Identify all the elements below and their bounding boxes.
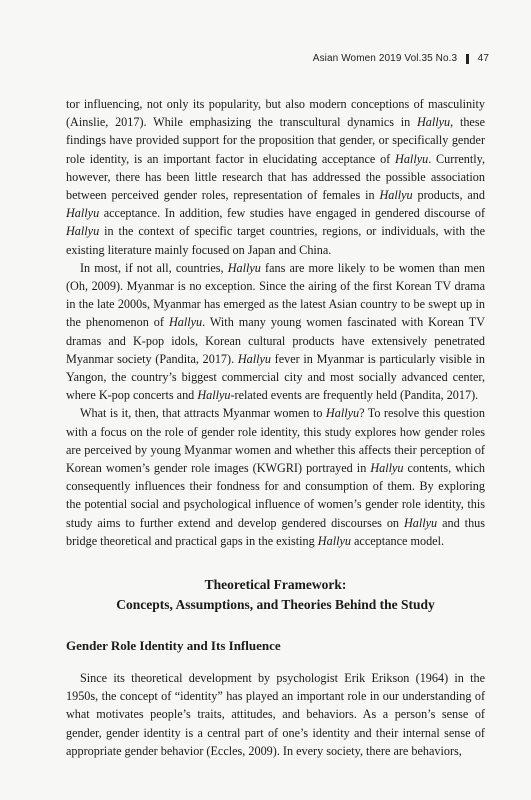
text-run: tor influencing, not only its popularity, but also modern conceptions of masculinity (Ainslie, 2017). While emphasizing the transcultural dynamics in	[66, 97, 485, 130]
text-run: , these findings have provided support for the proposition that gender, or specifically gender role identity, is an important factor in elucidating acceptance of	[66, 115, 485, 166]
text-run: . With many young women fascinated with Korean TV dramas and K-pop idols, Korean cultural products have extensively penetrated Myanmar society (Pandita, 2017).	[66, 315, 486, 366]
journal-citation: Asian Women 2019 Vol.35 No.3	[312, 53, 458, 64]
body-text	[66, 95, 485, 760]
running-header	[313, 53, 489, 64]
paragraph-1	[66, 95, 485, 259]
italic-term: Hallyu	[403, 515, 438, 530]
text-run: contents, which consequently influences their fondness for and consumption of them. By exploring the potential social and psychological influence of women’s gender role identity, this study aims to further extend and develop gendered discourses on	[66, 461, 486, 530]
italic-term: Hallyu	[370, 461, 404, 476]
italic-term: Hallyu	[379, 188, 413, 203]
paragraph-4: Since its theoretical development by psychologist Erik Erikson (1964) in the 1950s, the concept of “identity” has played an important role in our understanding of what motivates people’s traits, attitudes, and behaviors. As a person’s sense of gender, gender identity is a central part of one’s identity and their internal sense of appropriate gender behavior (Eccles, 2009). In every society, there are behaviors,	[66, 671, 485, 758]
italic-term: Hallyu	[317, 533, 351, 548]
text-run: What is it, then, that attracts Myanmar women to	[80, 406, 326, 421]
text-run: in the context of specific target countries, regions, or individuals, with the existing literature mainly focused on Japan and China.	[66, 224, 485, 257]
subsection-heading: Gender Role Identity and Its Influence	[66, 638, 281, 654]
italic-term: Hallyu	[168, 315, 203, 330]
italic-term: Hallyu	[66, 224, 100, 239]
text-run: In most, if not all, countries,	[80, 260, 228, 275]
italic-term: Hallyu	[395, 151, 429, 166]
text-run: acceptance. In addition, few studies have engaged in gendered discourse of	[99, 206, 485, 221]
section-heading-line1: Theoretical Framework:	[204, 577, 347, 593]
text-run: ? To resolve this question with a focus on the role of gender role identity, this study explores how gender roles are perceived by young Myanmar women and whether this affects their perception of Korean women’s gender role images (KWGRI) portrayed in	[66, 406, 485, 476]
italic-term: Hallyu	[66, 206, 100, 221]
italic-term: Hallyu	[416, 115, 451, 130]
italic-term: Hallyu	[197, 388, 231, 403]
italic-term: Hallyu	[227, 260, 261, 275]
text-run: products, and	[412, 188, 485, 203]
text-run: fever in Myanmar is particularly visible in Yangon, the country’s biggest commercial city and most socially advanced center, where K-pop concerts and	[66, 351, 485, 403]
italic-term: Hallyu	[325, 406, 360, 421]
section-heading	[66, 575, 485, 615]
italic-term: Hallyu	[237, 351, 271, 366]
section-heading-line2: Concepts, Assumptions, and Theories Behind the Study	[116, 597, 435, 613]
paragraph-2	[66, 259, 485, 405]
text-run: and thus bridge theoretical and practical gaps in the existing	[66, 515, 485, 548]
paragraph-3	[66, 404, 485, 550]
text-run: . Currently, however, there has been little research that has addressed the possible association between perceived gender roles, representation of females in	[66, 151, 486, 203]
text-run: -related events are frequently held (Pandita, 2017).	[230, 388, 479, 403]
text-run: acceptance model.	[350, 533, 445, 548]
header-separator	[466, 54, 469, 64]
page-number: 47	[477, 53, 489, 64]
text-run: fans are more likely to be women than men (Oh, 2009). Myanmar is no exception. Since the airing of the first Korean TV drama in the late 2000s, Myanmar has emerged as the latest Asian country to be swept up in the phenomenon of	[66, 260, 485, 330]
